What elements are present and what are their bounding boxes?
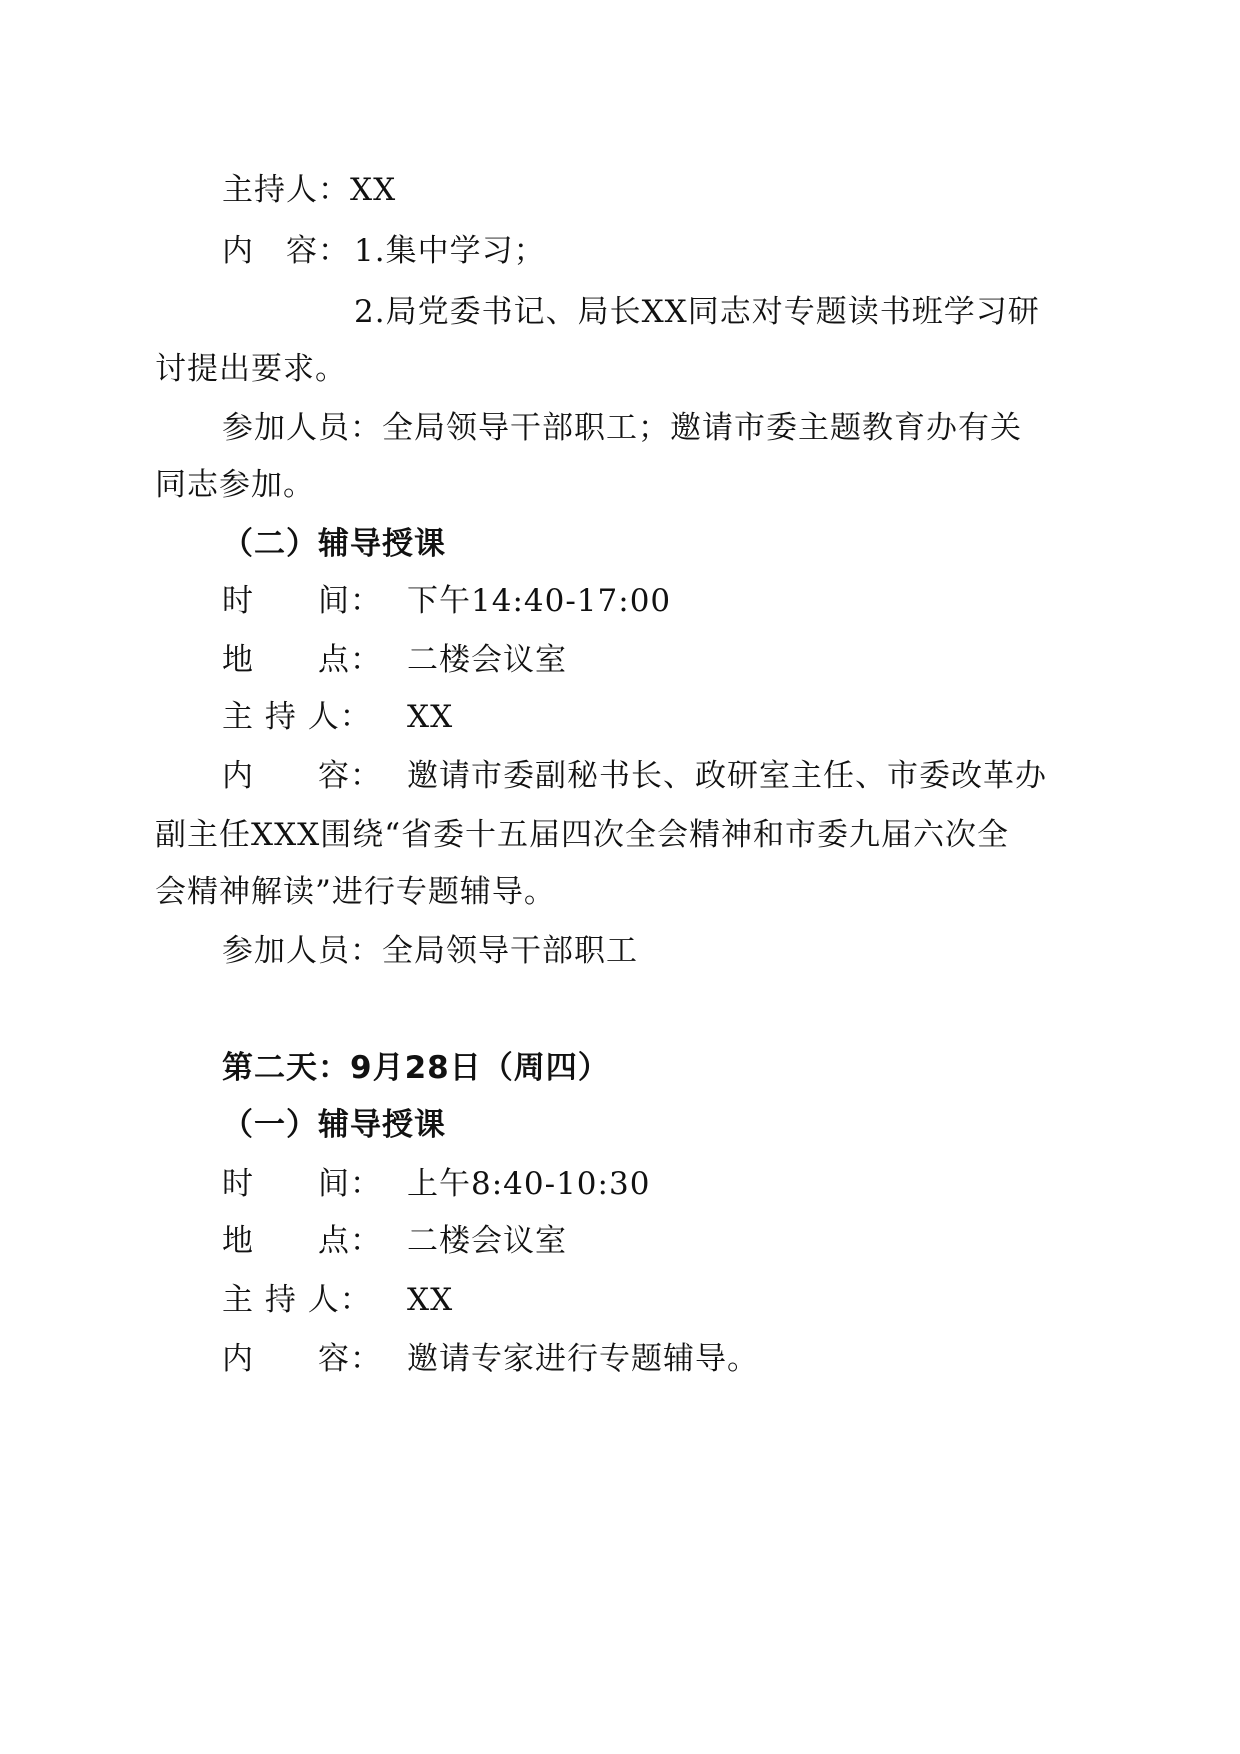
place-value-day2: 二楼会议室	[407, 1223, 567, 1259]
content-item-2-line-1: 2.局党委书记、局长XX同志对专题读书班学习研	[354, 294, 1040, 330]
attendees-line-1: 参加人员：全局领导干部职工；邀请市委主题教育办有关	[222, 410, 1022, 446]
content-line-2-1	[222, 753, 1047, 799]
topic-title: 省委十五届四次全会精神和市委九届六次全	[401, 817, 1010, 853]
content-line-2-3	[155, 869, 556, 915]
attendees-line-s2: 参加人员：全局领导干部职工	[222, 933, 638, 969]
place-label: 地 点：	[222, 642, 382, 678]
place-line	[222, 637, 567, 683]
speaker-expert: 专家	[471, 1341, 535, 1377]
content-line-2-2	[155, 812, 1009, 858]
section-heading-day2-1: （一）辅导授课	[222, 1107, 446, 1143]
speaker-titles: 市委副秘书长、政研室主任、市委改革办	[471, 758, 1047, 794]
time-label-day2: 时 间：	[222, 1166, 382, 1202]
speaker-topic-lead: XXX围绕“	[251, 817, 402, 853]
host-value-day2: XX	[407, 1282, 454, 1318]
content-label: 内 容：	[222, 233, 350, 269]
content-line-day2	[222, 1336, 759, 1382]
host-label-2: 主 持 人：	[222, 699, 372, 735]
time-value: 下午14:40-17:00	[407, 583, 672, 619]
content-label-day2: 内 容：	[222, 1341, 382, 1377]
section-heading-2: （二）辅导授课	[222, 526, 446, 562]
content-label-2: 内 容：	[222, 758, 382, 794]
attendees-line-2: 同志参加。	[155, 467, 315, 503]
host-label: 主持人：	[222, 172, 350, 208]
host-line-2	[222, 694, 453, 740]
time-line-day2	[222, 1161, 650, 1207]
content-invite-day2: 邀请	[407, 1341, 471, 1377]
time-label: 时 间：	[222, 583, 382, 619]
content-invite: 邀请	[407, 758, 471, 794]
host-line	[222, 167, 396, 213]
host-value-2: XX	[407, 699, 454, 735]
time-value-day2: 上午8:40-10:30	[407, 1166, 651, 1202]
host-value: XX	[350, 172, 397, 208]
content-item-1: 1.集中学习；	[354, 233, 546, 269]
host-line-day2	[222, 1277, 453, 1323]
host-label-day2: 主 持 人：	[222, 1282, 372, 1318]
speaker-title-end: 副主任	[155, 817, 251, 853]
place-label-day2: 地 点：	[222, 1223, 382, 1259]
content-action-day2: 进行专题辅导。	[535, 1341, 759, 1377]
topic-title-end: 会精神解读	[155, 874, 315, 910]
content-line	[222, 228, 546, 274]
topic-action: ”进行专题辅导。	[315, 874, 556, 910]
time-line	[222, 578, 671, 624]
place-value: 二楼会议室	[407, 642, 567, 678]
place-line-day2	[222, 1218, 567, 1264]
day-two-heading: 第二天：9月28日（周四）	[222, 1050, 610, 1086]
content-item-2-line-2: 讨提出要求。	[155, 351, 347, 387]
